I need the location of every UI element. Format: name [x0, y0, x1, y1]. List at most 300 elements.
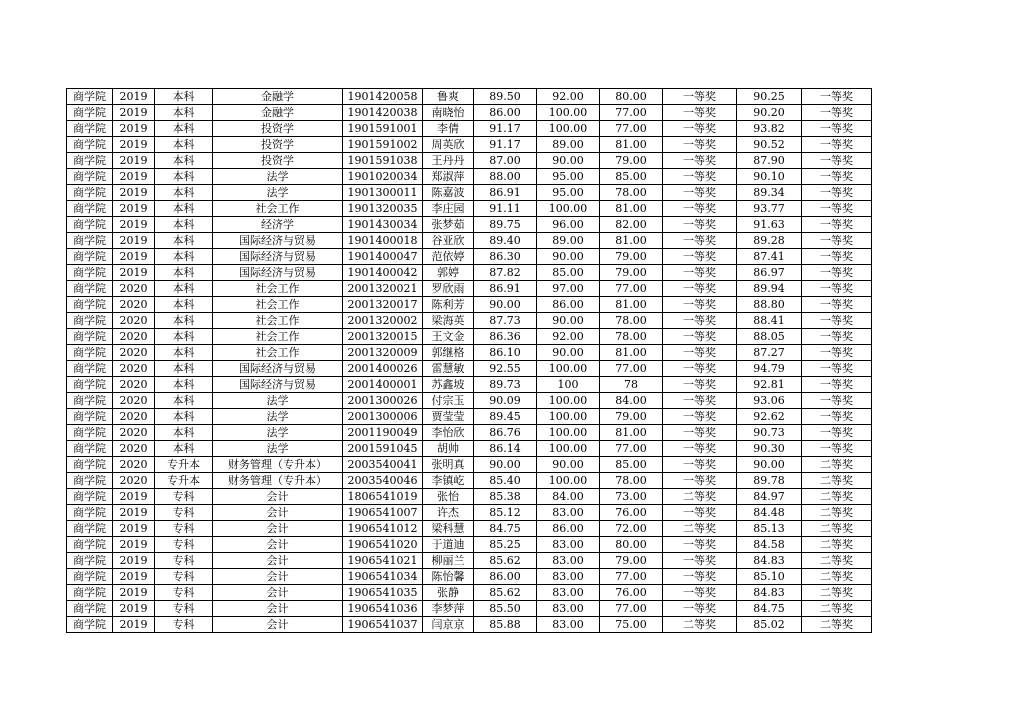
level-cell: 专科: [155, 505, 213, 521]
name-cell: 李镇屹: [423, 473, 474, 489]
score-a-cell: 86.14: [474, 441, 537, 457]
college-cell: 商学院: [67, 185, 113, 201]
award-a-cell: 一等奖: [663, 537, 737, 553]
level-cell: 本科: [155, 169, 213, 185]
table-row: [67, 313, 872, 329]
award-a-cell: 一等奖: [663, 569, 737, 585]
total-score-cell: 94.79: [737, 361, 802, 377]
score-b-cell: 90.00: [537, 345, 600, 361]
award-final-cell: 一等奖: [802, 361, 872, 377]
score-a-cell: 86.76: [474, 425, 537, 441]
level-cell: 专升本: [155, 457, 213, 473]
level-cell: 本科: [155, 297, 213, 313]
score-a-cell: 87.82: [474, 265, 537, 281]
level-cell: 专科: [155, 569, 213, 585]
score-b-cell: 83.00: [537, 553, 600, 569]
major-cell: 会计: [213, 601, 343, 617]
major-cell: 国际经济与贸易: [213, 249, 343, 265]
score-a-cell: 86.91: [474, 281, 537, 297]
major-cell: 投资学: [213, 153, 343, 169]
score-b-cell: 85.00: [537, 265, 600, 281]
award-a-cell: 一等奖: [663, 185, 737, 201]
college-cell: 商学院: [67, 105, 113, 121]
score-c-cell: 80.00: [600, 89, 663, 105]
score-a-cell: 85.62: [474, 585, 537, 601]
year-cell: 2020: [113, 329, 155, 345]
award-a-cell: 一等奖: [663, 281, 737, 297]
award-a-cell: 一等奖: [663, 601, 737, 617]
year-cell: 2019: [113, 105, 155, 121]
score-c-cell: 77.00: [600, 569, 663, 585]
award-final-cell: 一等奖: [802, 329, 872, 345]
score-a-cell: 87.00: [474, 153, 537, 169]
year-cell: 2019: [113, 521, 155, 537]
table-row: [67, 601, 872, 617]
score-c-cell: 81.00: [600, 233, 663, 249]
total-score-cell: 90.00: [737, 457, 802, 473]
table-row: [67, 425, 872, 441]
college-cell: 商学院: [67, 169, 113, 185]
score-c-cell: 81.00: [600, 297, 663, 313]
student-id-cell: 1901591002: [343, 137, 423, 153]
score-b-cell: 97.00: [537, 281, 600, 297]
major-cell: 经济学: [213, 217, 343, 233]
level-cell: 专升本: [155, 473, 213, 489]
level-cell: 本科: [155, 441, 213, 457]
total-score-cell: 91.63: [737, 217, 802, 233]
award-final-cell: 一等奖: [802, 281, 872, 297]
level-cell: 本科: [155, 265, 213, 281]
name-cell: 梁海英: [423, 313, 474, 329]
year-cell: 2019: [113, 201, 155, 217]
award-final-cell: 二等奖: [802, 617, 872, 633]
year-cell: 2019: [113, 153, 155, 169]
student-id-cell: 2001320002: [343, 313, 423, 329]
total-score-cell: 87.41: [737, 249, 802, 265]
name-cell: 张怡: [423, 489, 474, 505]
table-row: [67, 89, 872, 105]
student-id-cell: 2001190049: [343, 425, 423, 441]
award-final-cell: 二等奖: [802, 585, 872, 601]
major-cell: 法学: [213, 409, 343, 425]
year-cell: 2019: [113, 569, 155, 585]
level-cell: 本科: [155, 105, 213, 121]
award-final-cell: 二等奖: [802, 489, 872, 505]
student-id-cell: 1806541019: [343, 489, 423, 505]
level-cell: 本科: [155, 393, 213, 409]
score-c-cell: 77.00: [600, 281, 663, 297]
table-row: [67, 169, 872, 185]
major-cell: 国际经济与贸易: [213, 265, 343, 281]
award-a-cell: 一等奖: [663, 297, 737, 313]
name-cell: 王丹丹: [423, 153, 474, 169]
score-b-cell: 100.00: [537, 409, 600, 425]
score-b-cell: 83.00: [537, 569, 600, 585]
total-score-cell: 85.13: [737, 521, 802, 537]
table-row: [67, 537, 872, 553]
award-final-cell: 一等奖: [802, 169, 872, 185]
name-cell: 付宗玉: [423, 393, 474, 409]
major-cell: 会计: [213, 617, 343, 633]
college-cell: 商学院: [67, 473, 113, 489]
score-b-cell: 100.00: [537, 473, 600, 489]
year-cell: 2019: [113, 617, 155, 633]
major-cell: 会计: [213, 553, 343, 569]
award-final-cell: 一等奖: [802, 313, 872, 329]
major-cell: 会计: [213, 489, 343, 505]
major-cell: 社会工作: [213, 329, 343, 345]
score-c-cell: 76.00: [600, 505, 663, 521]
student-id-cell: 2001320021: [343, 281, 423, 297]
score-b-cell: 83.00: [537, 617, 600, 633]
college-cell: 商学院: [67, 201, 113, 217]
score-a-cell: 89.73: [474, 377, 537, 393]
award-final-cell: 二等奖: [802, 473, 872, 489]
year-cell: 2020: [113, 297, 155, 313]
award-final-cell: 一等奖: [802, 201, 872, 217]
score-c-cell: 72.00: [600, 521, 663, 537]
year-cell: 2019: [113, 137, 155, 153]
year-cell: 2019: [113, 169, 155, 185]
award-a-cell: 一等奖: [663, 409, 737, 425]
level-cell: 专科: [155, 601, 213, 617]
level-cell: 本科: [155, 281, 213, 297]
college-cell: 商学院: [67, 489, 113, 505]
college-cell: 商学院: [67, 585, 113, 601]
level-cell: 本科: [155, 89, 213, 105]
name-cell: 陈利芳: [423, 297, 474, 313]
student-id-cell: 1906541035: [343, 585, 423, 601]
score-a-cell: 89.75: [474, 217, 537, 233]
award-a-cell: 一等奖: [663, 201, 737, 217]
total-score-cell: 88.80: [737, 297, 802, 313]
year-cell: 2019: [113, 265, 155, 281]
award-final-cell: 一等奖: [802, 217, 872, 233]
award-a-cell: 一等奖: [663, 361, 737, 377]
major-cell: 会计: [213, 537, 343, 553]
college-cell: 商学院: [67, 345, 113, 361]
student-id-cell: 2001300006: [343, 409, 423, 425]
table-row: [67, 489, 872, 505]
award-final-cell: 一等奖: [802, 409, 872, 425]
student-id-cell: 1901430034: [343, 217, 423, 233]
college-cell: 商学院: [67, 329, 113, 345]
award-final-cell: 一等奖: [802, 137, 872, 153]
major-cell: 国际经济与贸易: [213, 361, 343, 377]
year-cell: 2019: [113, 233, 155, 249]
award-a-cell: 二等奖: [663, 489, 737, 505]
award-a-cell: 一等奖: [663, 553, 737, 569]
table-row: [67, 105, 872, 121]
score-b-cell: 95.00: [537, 185, 600, 201]
college-cell: 商学院: [67, 441, 113, 457]
name-cell: 闫京京: [423, 617, 474, 633]
score-c-cell: 77.00: [600, 121, 663, 137]
score-a-cell: 87.73: [474, 313, 537, 329]
score-b-cell: 83.00: [537, 505, 600, 521]
student-id-cell: 1901020034: [343, 169, 423, 185]
major-cell: 财务管理（专升本）: [213, 457, 343, 473]
score-b-cell: 100.00: [537, 121, 600, 137]
total-score-cell: 90.10: [737, 169, 802, 185]
score-b-cell: 100.00: [537, 201, 600, 217]
year-cell: 2019: [113, 585, 155, 601]
award-final-cell: 一等奖: [802, 345, 872, 361]
college-cell: 商学院: [67, 265, 113, 281]
award-a-cell: 一等奖: [663, 89, 737, 105]
name-cell: 周英欣: [423, 137, 474, 153]
college-cell: 商学院: [67, 361, 113, 377]
score-b-cell: 86.00: [537, 297, 600, 313]
student-id-cell: 2001591045: [343, 441, 423, 457]
major-cell: 会计: [213, 585, 343, 601]
college-cell: 商学院: [67, 569, 113, 585]
score-a-cell: 89.45: [474, 409, 537, 425]
major-cell: 社会工作: [213, 313, 343, 329]
major-cell: 金融学: [213, 89, 343, 105]
award-final-cell: 一等奖: [802, 393, 872, 409]
major-cell: 国际经济与贸易: [213, 233, 343, 249]
level-cell: 专科: [155, 521, 213, 537]
total-score-cell: 84.48: [737, 505, 802, 521]
college-cell: 商学院: [67, 297, 113, 313]
name-cell: 张静: [423, 585, 474, 601]
total-score-cell: 90.20: [737, 105, 802, 121]
student-id-cell: 1901400042: [343, 265, 423, 281]
score-a-cell: 90.09: [474, 393, 537, 409]
score-b-cell: 92.00: [537, 89, 600, 105]
award-a-cell: 一等奖: [663, 105, 737, 121]
score-b-cell: 83.00: [537, 601, 600, 617]
total-score-cell: 90.73: [737, 425, 802, 441]
major-cell: 法学: [213, 169, 343, 185]
level-cell: 本科: [155, 217, 213, 233]
score-b-cell: 100.00: [537, 105, 600, 121]
award-a-cell: 一等奖: [663, 377, 737, 393]
score-c-cell: 78.00: [600, 329, 663, 345]
major-cell: 社会工作: [213, 297, 343, 313]
award-a-cell: 一等奖: [663, 313, 737, 329]
name-cell: 贾莹莹: [423, 409, 474, 425]
name-cell: 谷亚欣: [423, 233, 474, 249]
table-row: [67, 521, 872, 537]
award-a-cell: 一等奖: [663, 137, 737, 153]
total-score-cell: 92.62: [737, 409, 802, 425]
total-score-cell: 93.06: [737, 393, 802, 409]
score-a-cell: 86.30: [474, 249, 537, 265]
level-cell: 专科: [155, 537, 213, 553]
table-row: [67, 329, 872, 345]
student-id-cell: 1906541036: [343, 601, 423, 617]
score-b-cell: 83.00: [537, 537, 600, 553]
major-cell: 社会工作: [213, 201, 343, 217]
score-a-cell: 90.00: [474, 457, 537, 473]
total-score-cell: 84.83: [737, 585, 802, 601]
score-c-cell: 78.00: [600, 473, 663, 489]
score-c-cell: 81.00: [600, 137, 663, 153]
score-c-cell: 80.00: [600, 537, 663, 553]
award-a-cell: 一等奖: [663, 585, 737, 601]
total-score-cell: 93.77: [737, 201, 802, 217]
name-cell: 陈嘉波: [423, 185, 474, 201]
award-final-cell: 二等奖: [802, 553, 872, 569]
score-a-cell: 86.36: [474, 329, 537, 345]
college-cell: 商学院: [67, 249, 113, 265]
college-cell: 商学院: [67, 89, 113, 105]
name-cell: 李梦萍: [423, 601, 474, 617]
score-b-cell: 90.00: [537, 249, 600, 265]
name-cell: 李倩: [423, 121, 474, 137]
score-c-cell: 76.00: [600, 585, 663, 601]
table-row: [67, 185, 872, 201]
major-cell: 投资学: [213, 121, 343, 137]
score-b-cell: 89.00: [537, 233, 600, 249]
year-cell: 2020: [113, 361, 155, 377]
name-cell: 张梦茹: [423, 217, 474, 233]
score-c-cell: 78.00: [600, 313, 663, 329]
major-cell: 社会工作: [213, 281, 343, 297]
score-b-cell: 100.00: [537, 393, 600, 409]
table-row: [67, 553, 872, 569]
score-c-cell: 79.00: [600, 249, 663, 265]
level-cell: 专科: [155, 617, 213, 633]
award-final-cell: 一等奖: [802, 265, 872, 281]
score-c-cell: 81.00: [600, 425, 663, 441]
level-cell: 本科: [155, 137, 213, 153]
college-cell: 商学院: [67, 121, 113, 137]
table-row: [67, 265, 872, 281]
major-cell: 社会工作: [213, 345, 343, 361]
award-final-cell: 一等奖: [802, 121, 872, 137]
college-cell: 商学院: [67, 617, 113, 633]
major-cell: 法学: [213, 393, 343, 409]
score-c-cell: 77.00: [600, 601, 663, 617]
level-cell: 本科: [155, 361, 213, 377]
level-cell: 本科: [155, 409, 213, 425]
year-cell: 2019: [113, 553, 155, 569]
name-cell: 于道迪: [423, 537, 474, 553]
score-a-cell: 86.10: [474, 345, 537, 361]
major-cell: 法学: [213, 425, 343, 441]
score-c-cell: 75.00: [600, 617, 663, 633]
award-a-cell: 一等奖: [663, 121, 737, 137]
score-c-cell: 85.00: [600, 457, 663, 473]
college-cell: 商学院: [67, 137, 113, 153]
college-cell: 商学院: [67, 521, 113, 537]
total-score-cell: 90.52: [737, 137, 802, 153]
award-a-cell: 一等奖: [663, 217, 737, 233]
award-table: [66, 88, 872, 633]
score-c-cell: 82.00: [600, 217, 663, 233]
major-cell: 会计: [213, 521, 343, 537]
score-c-cell: 79.00: [600, 409, 663, 425]
table-row: [67, 505, 872, 521]
award-a-cell: 一等奖: [663, 441, 737, 457]
score-b-cell: 100.00: [537, 425, 600, 441]
score-c-cell: 79.00: [600, 265, 663, 281]
name-cell: 张明真: [423, 457, 474, 473]
award-a-cell: 一等奖: [663, 169, 737, 185]
name-cell: 柳丽兰: [423, 553, 474, 569]
college-cell: 商学院: [67, 505, 113, 521]
college-cell: 商学院: [67, 393, 113, 409]
score-c-cell: 77.00: [600, 105, 663, 121]
year-cell: 2020: [113, 473, 155, 489]
level-cell: 本科: [155, 185, 213, 201]
year-cell: 2019: [113, 601, 155, 617]
total-score-cell: 89.34: [737, 185, 802, 201]
award-a-cell: 一等奖: [663, 345, 737, 361]
score-b-cell: 100.00: [537, 361, 600, 377]
total-score-cell: 89.28: [737, 233, 802, 249]
year-cell: 2020: [113, 393, 155, 409]
name-cell: 郑淑萍: [423, 169, 474, 185]
student-id-cell: 2001400026: [343, 361, 423, 377]
table-row: [67, 281, 872, 297]
year-cell: 2020: [113, 377, 155, 393]
score-c-cell: 79.00: [600, 153, 663, 169]
year-cell: 2019: [113, 217, 155, 233]
score-b-cell: 86.00: [537, 521, 600, 537]
award-a-cell: 二等奖: [663, 617, 737, 633]
student-id-cell: 1901400018: [343, 233, 423, 249]
score-a-cell: 85.40: [474, 473, 537, 489]
score-c-cell: 84.00: [600, 393, 663, 409]
name-cell: 郭婷: [423, 265, 474, 281]
name-cell: 胡帅: [423, 441, 474, 457]
level-cell: 专科: [155, 585, 213, 601]
total-score-cell: 86.97: [737, 265, 802, 281]
total-score-cell: 89.78: [737, 473, 802, 489]
total-score-cell: 85.02: [737, 617, 802, 633]
year-cell: 2020: [113, 345, 155, 361]
score-b-cell: 95.00: [537, 169, 600, 185]
score-b-cell: 100: [537, 377, 600, 393]
table-row: [67, 153, 872, 169]
student-id-cell: 1901591001: [343, 121, 423, 137]
score-c-cell: 77.00: [600, 361, 663, 377]
level-cell: 本科: [155, 153, 213, 169]
year-cell: 2020: [113, 425, 155, 441]
score-b-cell: 92.00: [537, 329, 600, 345]
table-row: [67, 473, 872, 489]
major-cell: 法学: [213, 185, 343, 201]
name-cell: 南晓怡: [423, 105, 474, 121]
table-row: [67, 233, 872, 249]
level-cell: 本科: [155, 121, 213, 137]
name-cell: 雷慧敏: [423, 361, 474, 377]
year-cell: 2019: [113, 121, 155, 137]
name-cell: 苏鑫坡: [423, 377, 474, 393]
award-final-cell: 一等奖: [802, 249, 872, 265]
score-c-cell: 85.00: [600, 169, 663, 185]
year-cell: 2020: [113, 409, 155, 425]
student-id-cell: 1906541037: [343, 617, 423, 633]
table-row: [67, 201, 872, 217]
score-c-cell: 73.00: [600, 489, 663, 505]
student-id-cell: 1906541012: [343, 521, 423, 537]
level-cell: 本科: [155, 249, 213, 265]
table-row: [67, 617, 872, 633]
level-cell: 本科: [155, 201, 213, 217]
score-a-cell: 86.00: [474, 105, 537, 121]
score-b-cell: 100.00: [537, 441, 600, 457]
score-a-cell: 91.11: [474, 201, 537, 217]
award-final-cell: 二等奖: [802, 601, 872, 617]
year-cell: 2020: [113, 457, 155, 473]
level-cell: 本科: [155, 233, 213, 249]
name-cell: 李庄园: [423, 201, 474, 217]
